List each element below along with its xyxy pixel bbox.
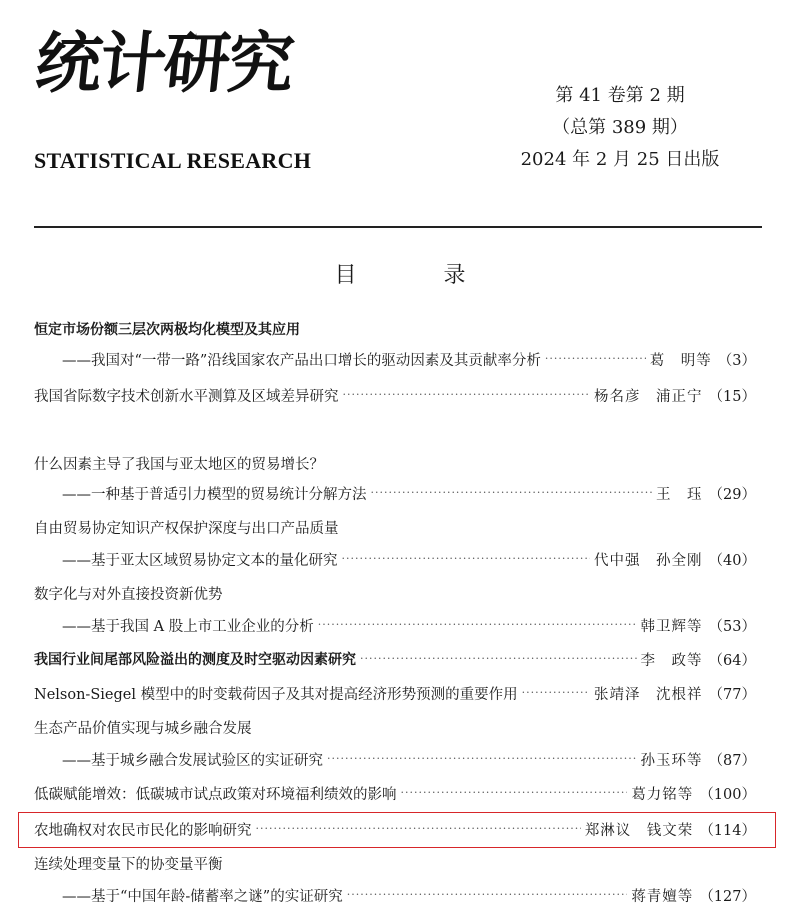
toc-entry — [62, 746, 756, 772]
toc-entry-title: 低碳赋能增效：低碳城市试点政策对环境福利绩效的影响 — [34, 786, 397, 803]
header-divider — [34, 226, 762, 228]
journal-name-english: STATISTICAL RESEARCH — [34, 148, 312, 173]
toc-entry — [62, 882, 756, 908]
toc-entry-author: 孙玉环等 — [640, 752, 703, 769]
toc-entry-page: （40） — [708, 552, 756, 569]
toc-entry-author: 韩卫辉等 — [640, 618, 703, 635]
toc-entry-page: （3） — [717, 352, 756, 369]
toc-entry-title: ——我国对“一带一路”沿线国家农产品出口增长的驱动因素及其贡献率分析 — [62, 352, 541, 369]
toc-entry-page: （100） — [699, 786, 756, 803]
toc-entry-page: （114） — [699, 822, 756, 839]
toc-entry-page: （53） — [708, 618, 756, 635]
toc-entry — [34, 382, 756, 408]
toc-entry-author: 杨名彦 浦正宁 — [594, 388, 703, 405]
toc-entry-author: 王 珏 — [656, 486, 703, 503]
highlight-box — [18, 812, 776, 848]
toc-entry-title: 我国行业间尾部风险溢出的测度及时空驱动因素研究 — [34, 652, 356, 668]
total-issue-number: （总第 389 期） — [552, 117, 688, 138]
volume-number: 第 41 卷第 2 期 — [555, 85, 685, 106]
toc-entry — [62, 480, 756, 506]
toc-entry-author: 张靖泽 沈根祥 — [594, 686, 703, 703]
toc-entry-title: ——基于我国 A 股上市工业企业的分析 — [62, 618, 314, 635]
toc-entry-page: （77） — [708, 686, 756, 703]
toc-entry — [34, 850, 756, 876]
dot-leader — [360, 652, 637, 666]
toc-entry-title: 自由贸易协定知识产权保护深度与出口产品质量 — [34, 520, 339, 537]
toc-entry-title: Nelson-Siegel 模型中的时变载荷因子及其对提高经济形势预测的重要作用 — [34, 686, 518, 703]
toc-entry-page: （15） — [708, 388, 756, 405]
toc-entry-title: ——基于城乡融合发展试验区的实证研究 — [62, 752, 323, 769]
toc-entry-author: 郑淋议 钱文荣 — [584, 822, 694, 839]
dot-leader — [327, 752, 637, 766]
toc-entry — [62, 612, 756, 638]
dot-leader — [342, 552, 591, 566]
toc-entry — [62, 546, 756, 572]
dot-leader — [343, 388, 591, 402]
toc-entry-page: （29） — [708, 486, 756, 503]
toc-entry-title: 我国省际数字技术创新水平测算及区域差异研究 — [34, 388, 339, 405]
dot-leader — [318, 618, 637, 632]
toc-entry-page: （127） — [699, 888, 756, 905]
toc-entry-title: 连续处理变量下的协变量平衡 — [34, 856, 223, 873]
toc-entry-author: 葛力铭等 — [631, 786, 694, 803]
toc-entry — [62, 346, 756, 372]
toc-entry-page: （64） — [708, 652, 756, 669]
toc-entry-title: ——一种基于普适引力模型的贸易统计分解方法 — [62, 486, 367, 503]
dot-leader — [371, 486, 653, 500]
toc-entry — [34, 646, 756, 672]
toc-entry — [34, 514, 756, 540]
dot-leader — [522, 686, 590, 700]
toc-entry — [34, 316, 756, 342]
toc-entry-title: 恒定市场份额三层次两极均化模型及其应用 — [34, 322, 300, 338]
dot-leader — [347, 888, 628, 902]
toc-entry — [34, 580, 756, 606]
toc-entry — [34, 680, 756, 706]
toc-entry-author: 葛 明等 — [649, 352, 712, 369]
publication-date: 2024 年 2 月 25 日出版 — [520, 149, 720, 170]
toc-heading: 目 录 — [334, 263, 506, 288]
journal-logo: 统计研究 — [31, 24, 297, 102]
toc-entry-author: 李 政等 — [640, 652, 703, 669]
toc-entry-title: 什么因素主导了我国与亚太地区的贸易增长？ — [34, 456, 324, 473]
toc-entry-title: ——基于“中国年龄-储蓄率之谜”的实证研究 — [62, 888, 343, 905]
issue-info — [520, 80, 720, 176]
toc-entry — [34, 714, 756, 740]
dot-leader — [545, 352, 646, 366]
toc-entry-author: 蒋青嬗等 — [631, 888, 694, 905]
dot-leader — [401, 786, 628, 800]
toc-entry — [34, 780, 756, 806]
toc-entry-title: 农地确权对农民市民化的影响研究 — [34, 822, 252, 839]
toc-entry-title: ——基于亚太区域贸易协定文本的量化研究 — [62, 552, 338, 569]
toc-entry-title: 生态产品价值实现与城乡融合发展 — [34, 720, 252, 737]
toc-entry-author: 代中强 孙全刚 — [594, 552, 703, 569]
toc-entry — [34, 450, 756, 476]
toc-entry-page: （87） — [708, 752, 756, 769]
toc-entry-title: 数字化与对外直接投资新优势 — [34, 586, 223, 603]
